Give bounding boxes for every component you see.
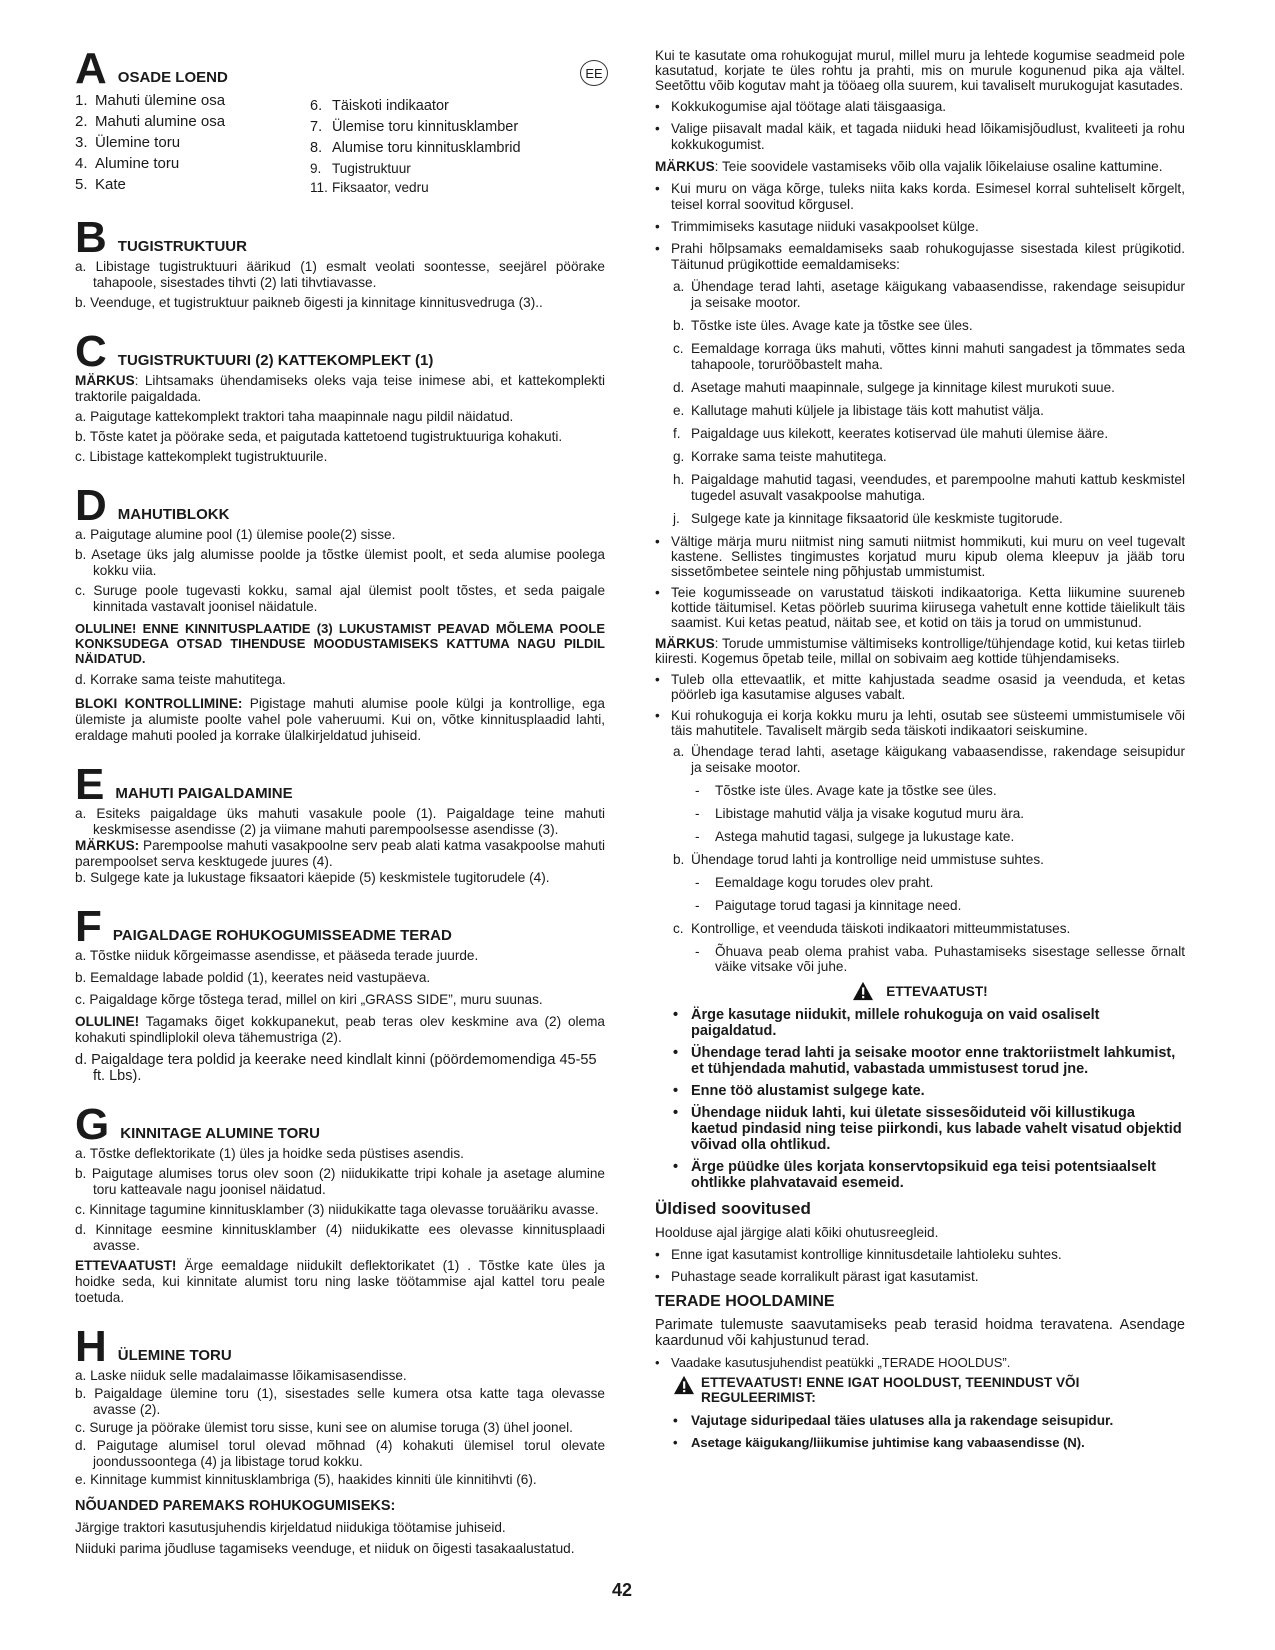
intro-text: Kui te kasutate oma rohukogujat murul, millel muru ja lehtede kogumise seadmeid pole kasutatud, korjate te üles rohtu ja prahti, mis on murule kogunenud pika aja vältel. Seetõttu võib kogutav maht ja tööaeg olla suurem, kui tavaliselt murukogujat kasutades. [655, 48, 1185, 93]
general-title: Üldised soovitused [655, 1199, 811, 1218]
section-title: TUGISTRUKTUURI (2) KATTEKOMPLEKT (1) [117, 352, 434, 369]
parts-list-col1 [75, 90, 310, 197]
section-f [75, 896, 605, 1084]
note-text: MÄRKUS: Torude ummistumise vältimiseks kontrollige/tühjendage kotid, kui ketas tiirleb kiiresti. Kogemus õpetab teile, millal on sobivaim aeg kottide tühjendamiseks. [655, 636, 1185, 666]
list-item: 6. Täiskoti indikaator [310, 98, 449, 114]
bullet-item: • Kui muru on väga kõrge, tuleks niita kaks korda. Esimesel korral suhteliselt kõrgelt, teisel korral soovitud kõrgusel. [655, 181, 1185, 213]
bullet-item: • Valige piisavalt madal käik, et tagada niiduki head lõikamisjõudlust, kvaliteeti ja rohu kokkukogumist. [655, 121, 1185, 153]
dash-item: - Paigutage torud tagasi ja kinnitage need. [695, 898, 962, 913]
dash-item: - Tõstke iste üles. Avage kate ja tõstke see üles. [695, 783, 997, 798]
step-text: b. Sulgege kate ja lukustage fiksaatori käepide (5) keskmistele tugitorudele (4). [75, 870, 550, 885]
important-text: OLULINE! Tagamaks õiget kokkupanekut, peab teras olev keskmine ava (2) olema kohakuti spindliplokil oleva tähemustriga (2). [75, 1014, 605, 1045]
step-text: b. Eemaldage labade poldid (1), keerates neid vastupäeva. [75, 970, 431, 985]
bullet-item: • Vältige märja muru niitmist ning samuti niitmist hommikuti, kui muru on veel tugevalt kastene. Sellistes tingimustes korjatud muru kipub olema kleepuv ja jääb toru sissetõmbetee seintele ning põhjustab ummistumist. [655, 534, 1185, 579]
bullet-item: • Teie kogumisseade on varustatud täiskoti indikaatoriga. Ketta liikumine suureneb kottide täitumisel. Ketas pöörleb suurima kiirusega vahetult enne kottide täielikult täis saamist. Kui ketas peatud, näitab see, et kotid on täis ja torud on ummistunud. [655, 585, 1185, 630]
list-item: 7. Ülemise toru kinnitusklamber [310, 119, 519, 135]
blades-text: Parimate tulemuste saavutamiseks peab terasid hoidma teravatena. Asendage kaardunud või kahjustunud terad. [655, 1317, 1185, 1349]
step-text: e. Kinnitage kummist kinnitusklambriga (5), haakides kinniti üle kinnitihvti (6). [75, 1472, 537, 1487]
step-text: a. Tõstke niiduk kõrgeimasse asendisse, et pääseda terade juurde. [75, 948, 479, 963]
important-warning: OLULINE! ENNE KINNITUSPLAATIDE (3) LUKUSTAMIST PEAVAD MÕLEMA POOLE KONKSUDEGA OTSAD TIHENDUSE MOODUSTAMISEKS KATTUMA NAGU PILDIL NÄIDATUD. [75, 621, 605, 666]
step-item: a. Ühendage terad lahti, asetage käigukang vabaasendisse, rakendage seisupidur ja seisake mootor. [673, 279, 1185, 310]
section-letter: H [75, 1322, 106, 1371]
step-text: c. Kinnitage tagumine kinnitusklamber (3) niidukikatte taga olevasse toruääriku avasse. [75, 1202, 599, 1217]
section-d [75, 475, 605, 744]
step-text: a. Paigutage kattekomplekt traktori taha maapinnale nagu pildil näidatud. [75, 409, 514, 424]
step-text: b. Paigutage alumises torus olev soon (2) niidukikatte tripi kohale ja asetage alumine toru katteavale nagu joonisel näidatud. [75, 1166, 605, 1197]
warning-item: • Ühendage terad lahti ja seisake mootor enne traktoriistmelt lahkumist, et tühjendada mahutid, vabastada ummistusest torud jne. [655, 1045, 1185, 1077]
section-e [75, 754, 605, 886]
section-title: TUGISTRUKTUUR [117, 238, 247, 255]
bullet-item: • Kokkukogumise ajal töötage alati täisgaasiga. [655, 99, 1185, 115]
bullet-item: • Enne igat kasutamist kontrollige kinnitusdetaile lahtioleku suhtes. [655, 1247, 1185, 1263]
section-letter: A [75, 44, 106, 93]
step-text: c. Suruge ja pöörake ülemist toru sisse, kuni see on alumise toruga (3) ühel joonel. [75, 1420, 573, 1435]
step-text: c. Libistage kattekomplekt tugistruktuurile. [75, 449, 328, 464]
section-title: KINNITAGE ALUMINE TORU [120, 1125, 320, 1142]
step-text: c. Suruge poole tugevasti kokku, samal ajal ülemist poolt tõstes, et seda paigale kinnitada vastavalt joonisel näidatule. [75, 583, 605, 614]
warning-item: • Vajutage siduripedaal täies ulatuses alla ja rakendage seisupidur. [655, 1413, 1185, 1429]
step-text: b. Asetage üks jalg alumisse poolde ja tõstke ülemist poolt, et seda alumise poolega kokku viia. [75, 547, 605, 578]
tips-section [75, 1498, 605, 1557]
step-item: g. Korrake sama teiste mahutitega. [673, 449, 887, 464]
bullet-item: • Vaadake kasutusjuhendist peatükki „TERADE HOOLDUS”. [655, 1355, 1185, 1371]
section-g [75, 1094, 605, 1306]
list-item: 8. Alumise toru kinnitusklambrid [310, 140, 521, 156]
warning-item: • Enne töö alustamist sulgege kate. [655, 1083, 1185, 1099]
list-item: 4. Alumine toru [75, 155, 180, 172]
bullet-item: • Kui rohukoguja ei korja kokku muru ja lehti, osutab see süsteemi ummistumisele või täis mahutitele. Tavaliselt märgib seda täiskoti indikaatori seiskumine. [655, 708, 1185, 738]
list-item: 2. Mahuti alumine osa [75, 113, 226, 130]
check-text: BLOKI KONTROLLIMINE: Pigistage mahuti alumise poole külgi ja kontrollige, ega ülemiste ja alumiste poolte vahel pole vaheruumi. Kui on, võtke kinnitusplaadid lahti, eraldage mahuti pooled ja korrake ülalkirjeldatud juhiseid. [75, 696, 605, 743]
blades-warning-text: ETTEVAATUST! ENNE IGAT HOOLDUST, TEENINDUST VÕI REGULEERIMIST: [701, 1375, 1080, 1405]
right-column [655, 48, 1185, 1457]
parts-list-col2 [310, 96, 521, 197]
section-letter: F [75, 902, 101, 951]
warning-item: • Ärge püüdke üles korjata konservtopsikuid ega teisi potentsiaalselt ohtlikke plahvatavaid esemeid. [655, 1159, 1185, 1191]
step-text: d. Kinnitage eesmine kinnitusklamber (4) niidukikatte ees olevasse kinnitusplaadi avasse. [75, 1222, 605, 1253]
step-item: f. Paigaldage uus kilekott, keerates kotiservad üle mahuti ülemise ääre. [673, 426, 1109, 441]
list-item: 5. Kate [75, 176, 126, 193]
section-h [75, 1316, 605, 1488]
dash-item: - Astega mahutid tagasi, sulgege ja lukustage kate. [695, 829, 1015, 844]
warning-item: • Ärge kasutage niidukit, millele rohukoguja on vaid osaliselt paigaldatud. [655, 1007, 1185, 1039]
page-number: 42 [612, 1580, 633, 1600]
step-item: h. Paigaldage mahutid tagasi, veendudes, et parempoolne mahuti kattub keskmistel tugedel asuvalt vasakpoolse mahutiga. [673, 472, 1185, 503]
step-item: b. Ühendage torud lahti ja kontrollige neid ummistuse suhtes. [673, 852, 1044, 867]
step-text: a. Libistage tugistruktuuri äärikud (1) esmalt veolati soontesse, seejärel pöörake tahapoole, sisestades tihvti (2) lati tihvtiavasse. [75, 259, 605, 290]
warning-text: ETTEVAATUST! Ärge eemaldage niidukilt deflektorikatet (1) . Tõstke kate üles ja hoidke seda, kui kinnitate alumist toru ning laske töötammise ajal kattel toru peale toetuda. [75, 1258, 605, 1305]
dash-item: - Õhuava peab olema prahist vaba. Puhastamiseks sisestage sellesse õrnalt väike vitsake või juhe. [695, 944, 1185, 974]
section-title: MAHUTI PAIGALDAMINE [115, 785, 293, 802]
bullet-item: • Tuleb olla ettevaatlik, et mitte kahjustada seadme osasid ja veenduda, et ketas pöörleb iga kasutamise alguses vabalt. [655, 672, 1185, 702]
section-letter: D [75, 481, 106, 530]
note-text: MÄRKUS: Lihtsamaks ühendamiseks oleks vaja teise inimese abi, et kattekomplekti traktorile paigaldada. [75, 373, 605, 404]
step-text: a. Esiteks paigaldage üks mahuti vasakule poole (1). Paigaldage teine mahuti keskmisesse asendisse (2) ja viimane mahuti parempoolsesse asendisse (3). [75, 806, 605, 837]
section-title: OSADE LOEND [117, 69, 228, 86]
step-text: d. Paigaldage tera poldid ja keerake need kindlalt kinni (pöördemomendiga 45-55 ft. Lbs). [75, 1052, 597, 1084]
step-text: a. Laske niiduk selle madalaimasse lõikamisasendisse. [75, 1368, 407, 1383]
step-text: d. Paigutage alumisel torul olevad mõhnad (4) kohakuti ülemisel torul olevate joondussoontega (4) ja libistage torud kokku. [75, 1438, 605, 1469]
list-item: 11. Fiksaator, vedru [310, 180, 429, 195]
note-text: MÄRKUS: Teie soovidele vastamiseks võib olla vajalik lõikelaiuse osaline kattumine. [655, 159, 1163, 174]
note-text: MÄRKUS: Parempoolse mahuti vasakpoolne serv peab alati katma vasakpoolse mahuti parempoolset serva kesktugede juures (4). [75, 838, 605, 869]
dash-item: - Eemaldage kogu torudes olev praht. [695, 875, 934, 890]
tips-title: NÕUANDED PAREMAKS ROHUKOGUMISEKS: [75, 1498, 396, 1514]
tips-text: Niiduki parima jõudluse tagamiseks veenduge, et niiduk on õigesti tasakaalustatud. [75, 1541, 575, 1556]
step-text: a. Tõstke deflektorikate (1) üles ja hoidke seda püstises asendis. [75, 1146, 464, 1161]
bullet-item: • Trimmimiseks kasutage niiduki vasakpoolset külge. [655, 219, 1185, 235]
section-letter: B [75, 213, 106, 262]
step-item: c. Kontrollige, et veenduda täiskoti indikaatori mitteummistatuses. [673, 921, 1071, 936]
tips-text: Järgige traktori kasutusjuhendis kirjeldatud niidukiga töötamise juhiseid. [75, 1520, 506, 1535]
section-letter: E [75, 760, 104, 809]
dash-item: - Libistage mahutid välja ja visake kogutud muru ära. [695, 806, 1025, 821]
warning-icon [673, 1375, 695, 1395]
section-title: ÜLEMINE TORU [117, 1347, 232, 1364]
general-text: Hoolduse ajal järgige alati kõiki ohutusreegleid. [655, 1225, 939, 1240]
step-item: e. Kallutage mahuti küljele ja libistage täis kott mahutist välja. [673, 403, 1044, 418]
section-c [75, 321, 605, 465]
step-text: a. Paigutage alumine pool (1) ülemise poole(2) sisse. [75, 527, 396, 542]
blades-title: TERADE HOOLDAMINE [655, 1293, 835, 1310]
warning-heading [655, 981, 1185, 1001]
section-letter: G [75, 1100, 109, 1149]
section-title: MAHUTIBLOKK [117, 506, 230, 523]
language-badge: EE [580, 60, 608, 86]
step-text: c. Paigaldage kõrge tõstega terad, millel on kiri „GRASS SIDE”, muru suunas. [75, 992, 543, 1007]
list-item: 1. Mahuti ülemine osa [75, 92, 226, 109]
step-item: a. Ühendage terad lahti, asetage käigukang vabaasendisse, rakendage seisupidur ja seisake mootor. [673, 744, 1185, 775]
clog-steps [655, 744, 1185, 974]
step-text: b. Veenduge, et tugistruktuur paikneb õigesti ja kinnitage kinnitusvedruga (3).. [75, 295, 543, 310]
bullet-item: • Puhastage seade korralikult pärast igat kasutamist. [655, 1269, 1185, 1285]
step-text: b. Tõste katet ja pöörake seda, et paigutada kattetoend tugistruktuuriga kohakuti. [75, 429, 563, 444]
section-a [75, 44, 605, 197]
warning-title: ETTEVAATUST! [886, 983, 988, 999]
step-item: c. Eemaldage korraga üks mahuti, võttes kinni mahuti sangadest ja tõmmates seda tahapoole, toruröõbastelt maha. [673, 341, 1185, 372]
warning-item: • Asetage käigukang/liikumise juhtimise kang vabaasendisse (N). [655, 1435, 1185, 1451]
blades-warning [673, 1375, 1185, 1405]
parts-list [75, 90, 605, 197]
step-text: b. Paigaldage ülemine toru (1), sisestades selle kumera otsa katte taga olevasse avasse (2). [75, 1386, 605, 1417]
step-item: b. Tõstke iste üles. Avage kate ja tõstke see üles. [673, 318, 973, 333]
section-b [75, 207, 605, 311]
warning-icon [852, 981, 874, 1001]
list-item: 3. Ülemine toru [75, 134, 181, 151]
step-text: d. Korrake sama teiste mahutitega. [75, 672, 286, 687]
bullet-item: • Prahi hõlpsamaks eemaldamiseks saab rohukogujasse sisestada kilest prügikotid. Täitunud prügikottide eemaldamiseks: [655, 241, 1185, 273]
section-letter: C [75, 327, 106, 376]
step-item: j. Sulgege kate ja kinnitage fiksaatorid üle keskmiste tugitorude. [673, 511, 1063, 526]
list-item: 9. Tugistruktuur [310, 161, 411, 176]
section-title: PAIGALDAGE ROHUKOGUMISSEADME TERAD [112, 927, 452, 944]
bag-removal-steps [655, 279, 1185, 527]
left-column [75, 44, 605, 1557]
step-item: d. Asetage mahuti maapinnale, sulgege ja kinnitage kilest murukoti suue. [673, 380, 1115, 395]
warning-item: • Ühendage niiduk lahti, kui ületate sissesõiduteid või killustikuga kaetud pindasid ning teise piirkondi, kus labade vahelt visatud objektid võivad olla ohtlikud. [655, 1105, 1185, 1153]
